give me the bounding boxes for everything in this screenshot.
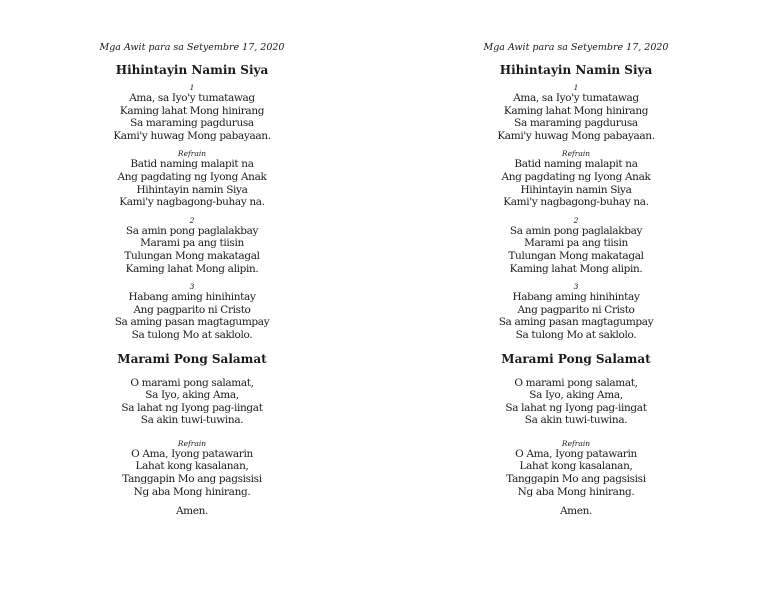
refrain [446, 439, 706, 498]
lyric-line: Batid naming malapit na [130, 158, 254, 171]
lyric-line: Habang aming hinihintay [128, 291, 256, 304]
lyric-line: Tulungan Mong makatagal [124, 249, 260, 262]
lyric-line: Sa aming pasan magtagumpay [114, 316, 270, 329]
lyric-line: Kami'y nagbagong-buhay na. [503, 196, 649, 209]
stanza-number: 1 [189, 83, 195, 92]
lyric-line: Ang pagdating ng Iyong Anak [117, 170, 267, 183]
stanza-number: 3 [573, 282, 579, 292]
lyric-line: Ng aba Mong hinirang. [517, 485, 635, 498]
lyric-line: Ama, sa Iyo'y tumatawag [513, 92, 639, 104]
lyric-line: Sa aming pasan magtagumpay [498, 316, 654, 329]
stanza [446, 377, 706, 427]
lyric-line: Sa maraming pagdurusa [130, 117, 254, 130]
closing-amen: Amen. [175, 505, 209, 518]
lyric-line: Sa lahat ng Iyong pag-iingat [121, 401, 263, 414]
lyric-line: Habang aming hinihintay [512, 291, 640, 304]
lyric-line: Sa amin pong paglalakbay [125, 224, 259, 237]
lyric-line: O marami pong salamat, [514, 376, 638, 389]
song-title: Marami Pong Salamat [117, 351, 267, 366]
songsheet-left-column [62, 42, 322, 518]
lyric-line: Tulungan Mong makatagal [508, 249, 644, 262]
stanza [62, 282, 322, 341]
lyric-line: Sa maraming pagdurusa [514, 117, 638, 130]
lyric-line: Sa Iyo, aking Ama, [529, 389, 623, 402]
refrain-label: Refrain [561, 438, 591, 448]
lyric-line: Sa tulong Mo at saklolo. [515, 328, 637, 341]
stanza [446, 282, 706, 341]
lyric-line: Sa tulong Mo at saklolo. [131, 328, 253, 341]
lyric-line: Tanggapin Mo ang pagsisisi [506, 473, 646, 486]
refrain [62, 439, 322, 498]
lyric-line: O Ama, Iyong patawarin [515, 447, 637, 460]
lyric-line: Batid naming malapit na [514, 158, 638, 171]
song-title: Hihintayin Namin Siya [499, 63, 653, 77]
refrain [62, 149, 322, 208]
lyric-line: Hihintayin namin Siya [520, 183, 632, 196]
lyric-line: Kami'y nagbagong-buhay na. [119, 196, 265, 209]
lyric-line: Lahat kong kasalanan, [135, 460, 249, 473]
stanza-number: 2 [189, 215, 195, 225]
lyric-line: Ang pagparito ni Cristo [133, 303, 251, 316]
lyric-line: Marami pa ang tiisin [524, 237, 628, 250]
songsheet-right-column [446, 42, 706, 518]
lyric-line: Kami'y huwag Mong pabayaan. [113, 129, 271, 142]
stanza-number: 1 [573, 83, 579, 92]
lyric-line: Ang pagdating ng Iyong Anak [501, 170, 651, 183]
lyric-line: Hihintayin namin Siya [136, 183, 248, 196]
refrain-label: Refrain [177, 149, 207, 159]
stanza [62, 216, 322, 275]
lyric-line: O marami pong salamat, [130, 376, 254, 389]
refrain-label: Refrain [177, 438, 207, 448]
lyric-line: Tanggapin Mo ang pagsisisi [122, 473, 262, 486]
lyric-line: Sa lahat ng Iyong pag-iingat [505, 401, 647, 414]
song-title: Hihintayin Namin Siya [115, 63, 269, 77]
lyric-line: Kaming lahat Mong hinirang [119, 104, 265, 117]
closing-amen: Amen. [559, 505, 593, 518]
lyric-line: Sa amin pong paglalakbay [509, 224, 643, 237]
sheet-header: Mga Awit para sa Setyembre 17, 2020 [483, 42, 669, 53]
stanza [62, 377, 322, 427]
refrain [446, 149, 706, 208]
lyric-line: Kami'y huwag Mong pabayaan. [497, 129, 655, 142]
lyric-line: Ama, sa Iyo'y tumatawag [129, 92, 255, 104]
stanza-number: 3 [189, 282, 195, 292]
lyric-line: Kaming lahat Mong alipin. [509, 262, 643, 275]
lyric-line: Sa akin tuwi-tuwina. [140, 414, 244, 427]
song-title: Marami Pong Salamat [501, 351, 651, 366]
lyric-line: O Ama, Iyong patawarin [131, 447, 253, 460]
lyric-line: Marami pa ang tiisin [140, 237, 244, 250]
lyric-line: Kaming lahat Mong hinirang [503, 104, 649, 117]
sheet-header: Mga Awit para sa Setyembre 17, 2020 [99, 42, 285, 53]
lyric-line: Lahat kong kasalanan, [519, 460, 633, 473]
lyric-line: Sa akin tuwi-tuwina. [524, 414, 628, 427]
stanza-number: 2 [573, 215, 579, 225]
lyric-line: Ang pagparito ni Cristo [517, 303, 635, 316]
lyric-line: Ng aba Mong hinirang. [133, 485, 251, 498]
refrain-label: Refrain [561, 149, 591, 159]
stanza [62, 83, 322, 142]
lyric-line: Sa Iyo, aking Ama, [145, 389, 239, 402]
stanza [446, 216, 706, 275]
lyric-line: Kaming lahat Mong alipin. [125, 262, 259, 275]
stanza [446, 83, 706, 142]
